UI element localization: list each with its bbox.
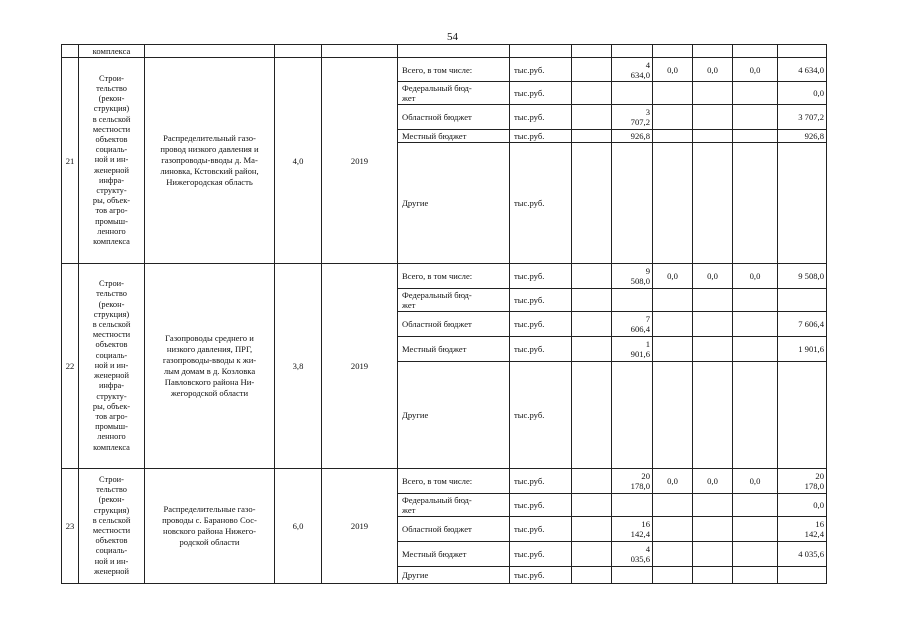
value-c (693, 567, 733, 584)
unit: тыс.руб. (510, 143, 572, 264)
carry-over-kind: комплекса (79, 45, 145, 58)
value-c (693, 130, 733, 143)
value-a: 16 142,4 (612, 517, 653, 542)
value-total: 1 901,6 (778, 337, 827, 362)
value-total: 3 707,2 (778, 105, 827, 130)
unit: тыс.руб. (510, 337, 572, 362)
funding-source: Местный бюджет (398, 337, 510, 362)
value-c: 0,0 (693, 58, 733, 82)
value-c: 0,0 (693, 264, 733, 289)
value-d: 0,0 (733, 264, 778, 289)
object-name: Газопроводы среднего и низкого давления, ПРГ, газопроводы-вводы к жи- лым домам в д. Козловка Павловского района Ни- жегородской области (145, 264, 275, 469)
funding-source: Федеральный бюд- жет (398, 82, 510, 105)
value-total: 4 035,6 (778, 542, 827, 567)
value-b (653, 337, 693, 362)
value-c (693, 494, 733, 517)
value-c (693, 82, 733, 105)
value-a: 9 508,0 (612, 264, 653, 289)
blank-cell (572, 312, 612, 337)
value-c (693, 105, 733, 130)
funding-source: Местный бюджет (398, 542, 510, 567)
value-total: 0,0 (778, 494, 827, 517)
blank-cell (572, 494, 612, 517)
value-a: 7 606,4 (612, 312, 653, 337)
value-d (733, 105, 778, 130)
unit: тыс.руб. (510, 105, 572, 130)
year: 2019 (322, 264, 398, 469)
value-d (733, 362, 778, 469)
unit: тыс.руб. (510, 130, 572, 143)
value-d (733, 494, 778, 517)
value-total: 7 606,4 (778, 312, 827, 337)
unit: тыс.руб. (510, 469, 572, 494)
funding-source: Другие (398, 567, 510, 584)
value-b (653, 494, 693, 517)
value-total: 20 178,0 (778, 469, 827, 494)
funding-source: Областной бюджет (398, 105, 510, 130)
project-row (62, 58, 827, 82)
blank-cell (572, 542, 612, 567)
value-d: 0,0 (733, 58, 778, 82)
row-number: 23 (62, 469, 79, 584)
value-total: 4 634,0 (778, 58, 827, 82)
blank-cell (572, 567, 612, 584)
project-row (62, 264, 827, 289)
value-a (612, 494, 653, 517)
year: 2019 (322, 469, 398, 584)
blank-cell (572, 362, 612, 469)
value-a: 3 707,2 (612, 105, 653, 130)
blank-cell (572, 143, 612, 264)
unit: тыс.руб. (510, 494, 572, 517)
value-a: 926,8 (612, 130, 653, 143)
value-a (612, 567, 653, 584)
value-a (612, 82, 653, 105)
value-a (612, 362, 653, 469)
blank-cell (572, 130, 612, 143)
value-total (778, 567, 827, 584)
value-d (733, 289, 778, 312)
blank-cell (572, 264, 612, 289)
blank-cell (572, 289, 612, 312)
length-km: 4,0 (275, 58, 322, 264)
unit: тыс.руб. (510, 517, 572, 542)
carry-over-row (62, 45, 827, 58)
unit: тыс.руб. (510, 264, 572, 289)
value-d (733, 337, 778, 362)
funding-source: Другие (398, 362, 510, 469)
unit: тыс.руб. (510, 362, 572, 469)
funding-source: Всего, в том числе: (398, 469, 510, 494)
value-b (653, 517, 693, 542)
unit: тыс.руб. (510, 567, 572, 584)
value-d (733, 567, 778, 584)
funding-source: Местный бюджет (398, 130, 510, 143)
value-a: 1 901,6 (612, 337, 653, 362)
length-km: 6,0 (275, 469, 322, 584)
funding-source: Федеральный бюд- жет (398, 494, 510, 517)
value-a: 4 035,6 (612, 542, 653, 567)
funding-source: Федеральный бюд- жет (398, 289, 510, 312)
unit: тыс.руб. (510, 289, 572, 312)
length-km: 3,8 (275, 264, 322, 469)
value-d: 0,0 (733, 469, 778, 494)
blank-cell (572, 469, 612, 494)
blank-cell (572, 337, 612, 362)
investment-table (61, 44, 827, 584)
value-total (778, 143, 827, 264)
value-b (653, 312, 693, 337)
value-a (612, 289, 653, 312)
blank-cell (572, 517, 612, 542)
value-c: 0,0 (693, 469, 733, 494)
value-a: 20 178,0 (612, 469, 653, 494)
blank-cell (572, 105, 612, 130)
value-d (733, 542, 778, 567)
page-number: 54 (447, 31, 458, 43)
value-d (733, 82, 778, 105)
funding-source: Областной бюджет (398, 312, 510, 337)
unit: тыс.руб. (510, 82, 572, 105)
unit: тыс.руб. (510, 542, 572, 567)
value-c (693, 362, 733, 469)
value-b (653, 82, 693, 105)
value-c (693, 312, 733, 337)
value-b (653, 130, 693, 143)
value-c (693, 542, 733, 567)
value-b: 0,0 (653, 58, 693, 82)
value-a: 4 634,0 (612, 58, 653, 82)
value-total: 926,8 (778, 130, 827, 143)
funding-source: Областной бюджет (398, 517, 510, 542)
value-d (733, 517, 778, 542)
value-d (733, 143, 778, 264)
value-b (653, 362, 693, 469)
row-number: 22 (62, 264, 79, 469)
blank-cell (572, 58, 612, 82)
value-b (653, 289, 693, 312)
value-total: 9 508,0 (778, 264, 827, 289)
value-c (693, 143, 733, 264)
value-a (612, 143, 653, 264)
value-b (653, 542, 693, 567)
project-row (62, 469, 827, 494)
blank-cell (572, 82, 612, 105)
value-c (693, 289, 733, 312)
activity-type: Строи- тельство (рекон- струкция) в сельской местности объектов социаль- ной и ин- женерной инфра- структу- ры, объек- тов агро- промыш- ленного комплекса (79, 58, 145, 264)
object-name: Распределительный газо- провод низкого давления и газопроводы-вводы д. Ма- линовка, Кстовский район, Нижегородская область (145, 58, 275, 264)
funding-source: Всего, в том числе: (398, 58, 510, 82)
value-b: 0,0 (653, 264, 693, 289)
value-c (693, 337, 733, 362)
value-total (778, 362, 827, 469)
funding-source: Всего, в том числе: (398, 264, 510, 289)
object-name: Распределительные газо- проводы с. Бараново Сос- новского района Нижего- родской области (145, 469, 275, 584)
value-b (653, 567, 693, 584)
value-d (733, 312, 778, 337)
activity-type: Строи- тельство (рекон- струкция) в сельской местности объектов социаль- ной и ин- женерной (79, 469, 145, 584)
value-d (733, 130, 778, 143)
year: 2019 (322, 58, 398, 264)
value-c (693, 517, 733, 542)
value-total: 0,0 (778, 82, 827, 105)
row-number: 21 (62, 58, 79, 264)
value-total (778, 289, 827, 312)
unit: тыс.руб. (510, 58, 572, 82)
unit: тыс.руб. (510, 312, 572, 337)
funding-source: Другие (398, 143, 510, 264)
value-total: 16 142,4 (778, 517, 827, 542)
value-b (653, 105, 693, 130)
value-b: 0,0 (653, 469, 693, 494)
activity-type: Строи- тельство (рекон- струкция) в сельской местности объектов социаль- ной и ин- женерной инфра- структу- ры, объек- тов агро- промыш- ленного комплекса (79, 264, 145, 469)
value-b (653, 143, 693, 264)
